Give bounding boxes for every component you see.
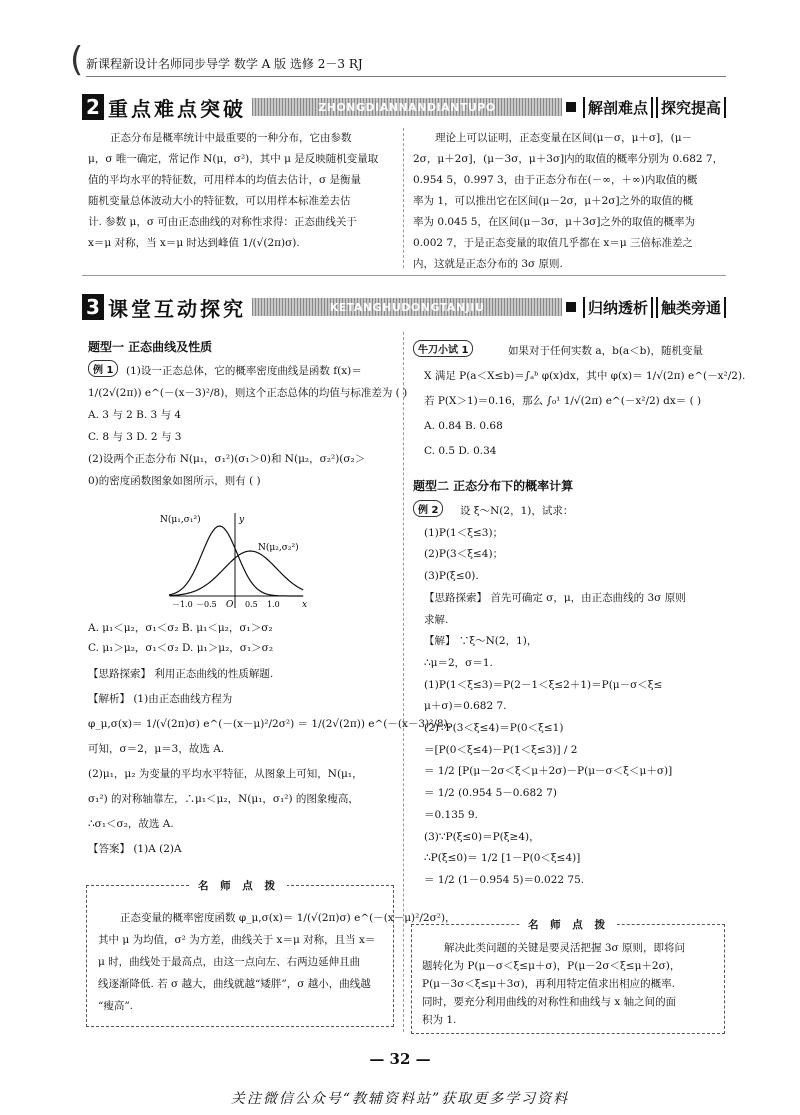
tick-label: 0.5 [245, 600, 258, 609]
text-line: 【答案】 (1)A (2)A [88, 843, 182, 855]
text-line: P(μ－3σ＜ξ≤μ＋3σ)，再利用特定值求出相应的概率. [422, 978, 676, 990]
origin-label: O [226, 600, 234, 610]
header-rule [86, 76, 726, 77]
curve-n2 [169, 551, 303, 596]
curve-n1 [169, 526, 303, 596]
text-line: 积为 1. [422, 1014, 457, 1026]
practice-tag: 牛刀小试 1 [413, 340, 476, 357]
text-line: x＝μ 对称，当 x＝μ 时达到峰值 1/(√(2π)σ). [88, 237, 300, 249]
section2-banner [82, 94, 726, 120]
text-line: 如果对于任何实数 a，b(a＜b)，随机变量 [508, 345, 703, 357]
text-line: A. μ₁＜μ₂，σ₁＜σ₂ B. μ₁＜μ₂，σ₁＞σ₂ [88, 622, 273, 634]
section2-left-text [88, 128, 393, 254]
text-line: 可知，σ＝2，μ＝3，故选 A. [88, 743, 225, 755]
text-line: ＝ 1/2 (0.954 5－0.682 7) [424, 787, 557, 800]
text-line: (2)P(3＜ξ≤4)； [424, 548, 504, 561]
text-line: 题转化为 P(μ－σ＜ξ≤μ＋σ)，P(μ－2σ＜ξ≤μ＋2σ)， [422, 960, 681, 972]
footer-note: 关注微信公众号“教辅资料站”获取更多学习资料 [230, 1091, 570, 1107]
text-line: μ＋σ)＝0.682 7. [424, 700, 507, 713]
section-rule [82, 275, 726, 276]
text-line: 1/(2√(2π)) e^(－(x－3)²/8)，则这个正态总体的均值与标准差为 ( ) [88, 387, 408, 399]
text-line: X 满足 P(a＜X≤b)＝∫ₐᵇ φ(x)dx，其中 φ(x)＝ 1/√(2π) e^(－x²/2). [424, 370, 746, 382]
running-header: 新课程新设计名师同步导学 数学 A 版 选修 2－3 RJ [86, 57, 363, 71]
section3-title: 课堂互动探究 [108, 296, 246, 321]
text-line: 正态变量的概率密度函数 φ_μ,σ(x)＝ 1/(√(2π)σ) e^(－(x－μ)²/2σ²)， [120, 912, 456, 924]
text-line: 0.954 5，0.997 3，由于正态分布在(－∞，＋∞)内取值的概 [413, 174, 698, 186]
section2-tag2: 探究提高 [656, 97, 726, 118]
header-brace: ( [70, 40, 84, 80]
text-line: A. 0.84 B. 0.68 [424, 420, 503, 432]
section2-tag1: 解剖难点 [583, 97, 653, 118]
tip-box-right-title: 名 师 点 拨 [520, 917, 617, 932]
text-line: 【解析】 (1)由正态曲线方程为 [88, 693, 233, 705]
text-line: 线逐渐降低. 若 σ 越大，曲线就越“矮胖”，σ 越小，曲线越 [98, 978, 371, 990]
banner-square [566, 102, 576, 112]
text-line: ＝ 1/2 (1－0.954 5)＝0.022 75. [424, 873, 585, 886]
tick-label: －0.5 [196, 600, 217, 609]
text-line: ∴P(ξ≤0)＝ 1/2 [1－P(0＜ξ≤4)] [424, 852, 581, 865]
text-line: 若 P(X＞1)＝0.16，那么 ∫₀¹ 1/√(2π) e^(－x²/2) dx＝ ( ) [424, 395, 702, 407]
label-n1: N(μ₁,σ₁²) [160, 515, 201, 525]
column-divider [403, 128, 404, 268]
text-line: 值的平均水平的特征数，可用样本的均值去估计，σ 是衡量 [88, 174, 362, 186]
text-line: μ，σ 唯一确定，常记作 N(μ，σ²)，其中 μ 是反映随机变量取 [88, 153, 379, 165]
tip-box-left-title: 名 师 点 拨 [190, 878, 287, 893]
text-line: 同时，要充分利用曲线的对称性和曲线与 x 轴之间的面 [422, 996, 677, 1008]
text-line: 计. 参数 μ，σ 可由正态曲线的对称性求得：正态曲线关于 [88, 216, 357, 228]
section2-right-text [413, 128, 723, 275]
tick-label: 1.0 [267, 600, 280, 609]
section3-banner [82, 294, 726, 320]
column-divider [403, 332, 404, 1032]
x-label: x [302, 600, 308, 610]
text-line: 【解】 ∵ξ～N(2，1)， [424, 635, 538, 648]
section3-tag2: 触类旁通 [656, 297, 726, 318]
text-line: 内，这就是正态分布的 3σ 原则. [413, 258, 563, 270]
section3-pinyin: KETANGHUDONGTANJIU [252, 298, 562, 316]
type2-heading: 题型二 正态分布下的概率计算 [413, 479, 574, 493]
text-line: C. μ₁＞μ₂，σ₁＜σ₂ D. μ₁＞μ₂，σ₁＞σ₂ [88, 642, 274, 654]
text-line: (2)∵P(3＜ξ≤4)＝P(0＜ξ≤1) [424, 722, 564, 734]
text-line: 其中 μ 为均值，σ² 为方差，曲线关于 x＝μ 对称，且当 x＝ [98, 934, 376, 946]
text-line: 【思路探索】 利用正态曲线的性质解题. [88, 668, 274, 680]
example2-tag: 例 2 [413, 500, 446, 517]
y-label: y [239, 515, 245, 525]
text-line: ＝0.135 9. [424, 808, 478, 821]
text-line: 率为 1，可以推出它在区间(μ－2σ，μ＋2σ]之外的取值的概 [413, 195, 694, 207]
label-n2: N(μ₂,σ₂²) [258, 543, 299, 553]
text-line: 率为 0.045 5，在区间(μ－3σ，μ＋3σ]之外的取值的概率为 [413, 216, 695, 228]
example1-tag: 例 1 [88, 360, 121, 377]
text-line: 2σ，μ＋2σ]，(μ－3σ，μ＋3σ]内的取值的概率分别为 0.682 7， [413, 153, 724, 165]
text-line: (1)P(1＜ξ≤3)； [424, 526, 504, 539]
text-line: A. 3 与 2 B. 3 与 4 [88, 409, 182, 421]
text-line: (1)设一正态总体，它的概率密度曲线是函数 f(x)＝ [126, 365, 362, 377]
text-line: 随机变量总体波动大小的特征数，可以用样本标准差去估 [88, 195, 351, 207]
text-line: “瘦高”. [98, 1000, 134, 1012]
text-line: 正态分布是概率统计中最重要的一种分布，它由参数 [110, 132, 352, 144]
text-line: 0.002 7，于是正态变量的取值几乎都在 x＝μ 三倍标准差之 [413, 237, 693, 249]
text-line: ∴σ₁＜σ₂，故选 A. [88, 818, 174, 830]
text-line: φ_μ,σ(x)＝ 1/(√(2π)σ) e^(－(x－μ)²/2σ²) ＝ 1/(2√(2π)) e^(－(x－3)²/8)， [88, 718, 459, 730]
text-line: 0)的密度函数图象如图所示，则有 ( ) [88, 475, 261, 487]
type1-heading: 题型一 正态曲线及性质 [88, 340, 213, 354]
text-line: ＝ 1/2 [P(μ－2σ＜ξ＜μ＋2σ)－P(μ－σ＜ξ＜μ＋σ)] [424, 765, 673, 778]
text-line: 设 ξ～N(2，1)，试求： [460, 505, 574, 517]
text-line: 求解. [424, 613, 449, 626]
text-line: C. 0.5 D. 0.34 [424, 445, 497, 457]
section2-title: 重点难点突破 [108, 96, 246, 121]
banner-square [566, 302, 576, 312]
text-line: (3)P(ξ≤0). [424, 570, 479, 583]
text-line: ∴μ＝2，σ＝1. [424, 656, 493, 669]
text-line: 解决此类问题的关键是要灵活把握 3σ 原则，即将问 [444, 942, 686, 954]
section3-number: 3 [82, 294, 104, 320]
text-line: (3)∵P(ξ≤0)＝P(ξ≥4)， [424, 830, 540, 843]
page-number: — 32 — [369, 1050, 431, 1068]
section3-tag1: 归纳透析 [583, 297, 653, 318]
text-line: C. 8 与 3 D. 2 与 3 [88, 431, 182, 443]
tick-label: －1.0 [172, 600, 193, 609]
text-line: ＝[P(0＜ξ≤4)－P(1＜ξ≤3)] / 2 [424, 743, 578, 756]
text-line: (1)P(1＜ξ≤3)＝P(2－1＜ξ≤2＋1)＝P(μ－σ＜ξ≤ [424, 678, 663, 691]
text-line: 理论上可以证明，正态变量在区间(μ－σ，μ＋σ]，(μ－ [435, 132, 693, 144]
text-line: μ 时，曲线处于最高点，由这一点向左、右两边延伸且曲 [98, 956, 361, 968]
normal-curves-graph [150, 508, 310, 614]
section2-pinyin: ZHONGDIANNANDIANTUPO [252, 98, 562, 116]
text-line: (2)设两个正态分布 N(μ₁，σ₁²)(σ₁＞0)和 N(μ₂，σ₂²)(σ₂＞ [88, 453, 366, 465]
text-line: σ₁²) 的对称轴靠左，∴μ₁＜μ₂，N(μ₁，σ₁²) 的图象瘦高， [88, 793, 359, 805]
text-line: 【思路探索】 首先可确定 σ，μ，由正态曲线的 3σ 原则 [424, 591, 686, 604]
section2-number: 2 [82, 94, 104, 120]
text-line: (2)μ₁，μ₂ 为变量的平均水平特征，从图象上可知，N(μ₁， [88, 768, 363, 780]
